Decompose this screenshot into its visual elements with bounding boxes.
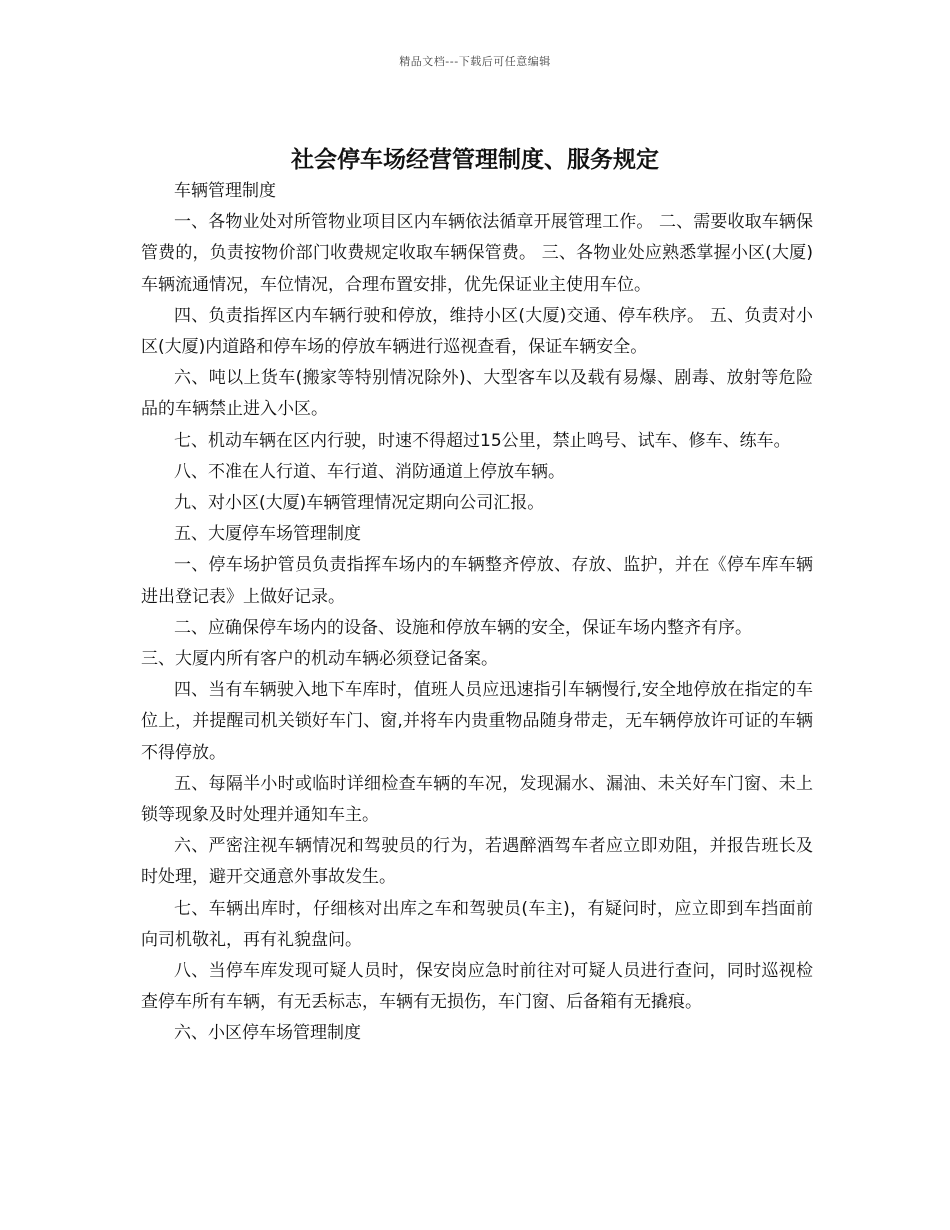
paragraph: 六、严密注视车辆情况和驾驶员的行为，若遇醉酒驾车者应立即劝阻，并报告班长及时处理，避开交通意外事故发生。 [141, 836, 813, 888]
paragraph: 四、当有车辆驶入地下车库时，值班人员应迅速指引车辆慢行,安全地停放在指定的车位上，并提醒司机关锁好车门、窗,并将车内贵重物品随身带走，无车辆停放许可证的车辆不得停放。 [141, 680, 813, 763]
paragraph: 三、大厦内所有客户的机动车辆必须登记备案。 [141, 649, 498, 670]
section-heading-building-parking: 五、大厦停车场管理制度 [174, 524, 361, 545]
paragraph: 一、各物业处对所管物业项目区内车辆依法循章开展管理工作。 二、需要收取车辆保管费的，负责按物价部门收费规定收取车辆保管费。 三、各物业处应熟悉掌握小区(大厦)车辆流通情况，车位情况，合理布置安排，优先保证业主使用车位。 [141, 212, 813, 295]
paragraph: 一、停车场护管员负责指挥车场内的车辆整齐停放、存放、监护，并在《停车库车辆进出登记表》上做好记录。 [141, 555, 813, 607]
paragraph: 四、负责指挥区内车辆行驶和停放，维持小区(大厦)交通、停车秩序。 五、负责对小区(大厦)内道路和停车场的停放车辆进行巡视查看，保证车辆安全。 [141, 305, 813, 358]
page-header: 精品文档---下载后可任意编辑 [399, 55, 551, 68]
paragraph: 七、机动车辆在区内行驶，时速不得超过15公里，禁止鸣号、试车、修车、练车。 [174, 430, 791, 451]
paragraph: 五、每隔半小时或临时详细检查车辆的车况，发现漏水、漏油、未关好车门窗、未上锁等现象及时处理并通知车主。 [141, 773, 813, 826]
paragraph: 二、应确保停车场内的设备、设施和停放车辆的安全，保证车场内整齐有序。 [174, 617, 752, 638]
section-heading-vehicle-management: 车辆管理制度 [174, 181, 276, 201]
document-title: 社会停车场经营管理制度、服务规定 [291, 147, 659, 173]
paragraph: 六、吨以上货车(搬家等特别情况除外)、大型客车以及载有易爆、剧毒、放射等危险品的车辆禁止进入小区。 [141, 368, 813, 420]
paragraph: 七、车辆出库时，仔细核对出库之车和驾驶员(车主)，有疑问时，应立即到车挡面前向司机敬礼，再有礼貌盘问。 [141, 898, 813, 950]
paragraph: 八、不准在人行道、车行道、消防通道上停放车辆。 [174, 461, 565, 482]
document-body [141, 176, 813, 1050]
paragraph: 八、当停车库发现可疑人员时，保安岗应急时前往对可疑人员进行查问，同时巡视检查停车所有车辆，有无丢标志，车辆有无损伤，车门窗、后备箱有无撬痕。 [141, 961, 813, 1013]
section-heading-community-parking: 六、小区停车场管理制度 [174, 1023, 361, 1044]
paragraph: 九、对小区(大厦)车辆管理情况定期向公司汇报。 [174, 493, 545, 514]
